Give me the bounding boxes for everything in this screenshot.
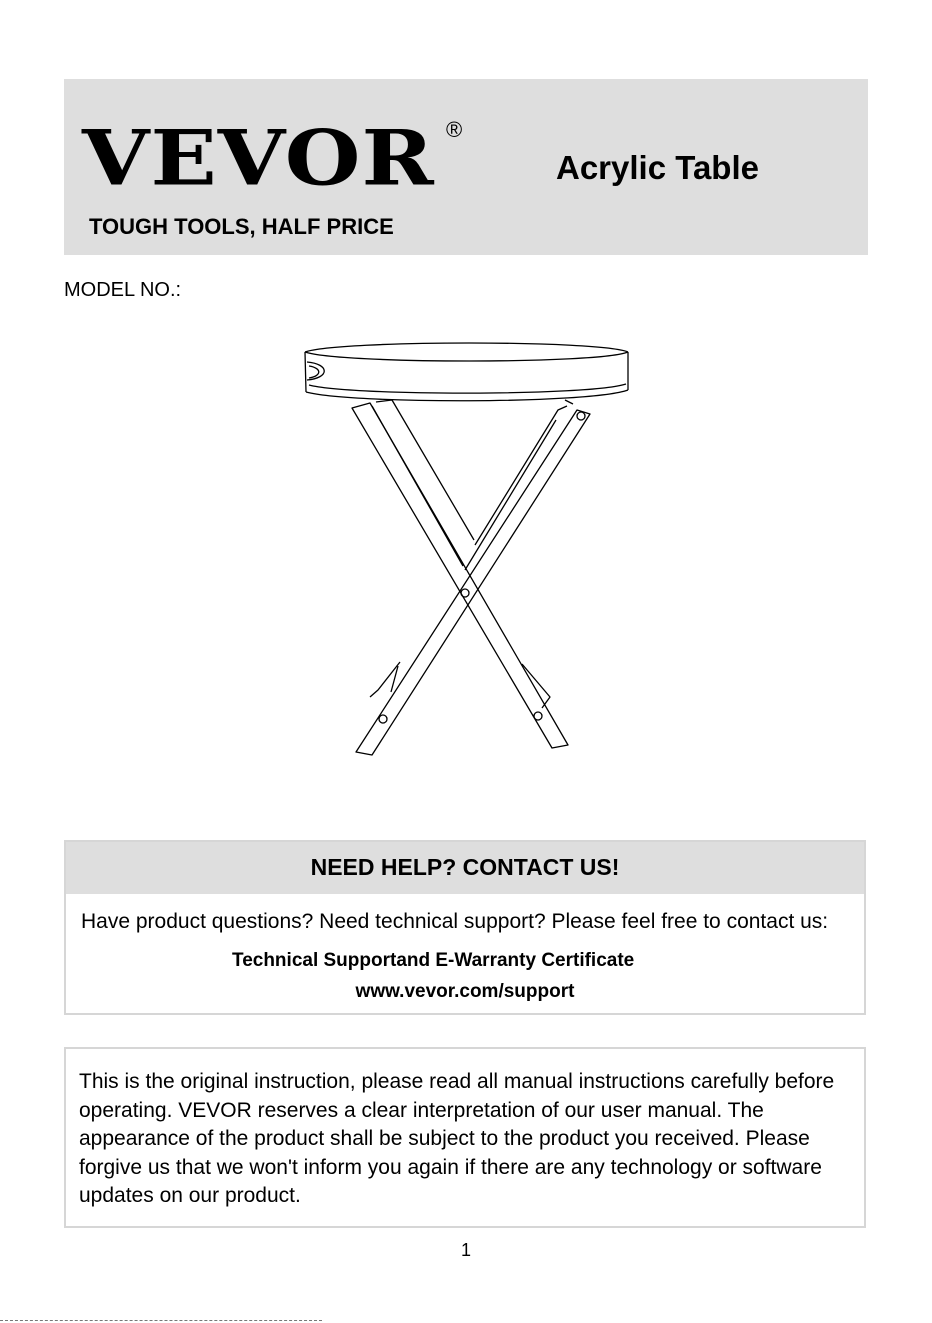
table-illustration — [290, 335, 640, 765]
footer-rule — [0, 1320, 322, 1321]
product-title: Acrylic Table — [556, 149, 759, 186]
brand-tagline: TOUGH TOOLS, HALF PRICE — [89, 214, 394, 239]
support-url[interactable]: www.vevor.com/support — [355, 981, 575, 1002]
notice-box — [64, 1047, 866, 1228]
brand-wordmark: VEVOR — [82, 114, 435, 203]
contact-heading: NEED HELP? CONTACT US! — [310, 854, 620, 880]
tray-top — [305, 343, 628, 401]
model-number-label: MODEL NO.: — [64, 279, 182, 301]
pivot-bolt — [461, 589, 469, 597]
leg-a — [352, 400, 568, 748]
header-band — [64, 79, 868, 255]
registered-mark: ® — [446, 117, 463, 142]
contact-box — [64, 840, 866, 1015]
support-certificate-text: Technical Supportand E-Warranty Certificate — [232, 950, 635, 971]
contact-text: Have product questions? Need technical support? Please feel free to contact us: — [81, 910, 829, 933]
page-number: 1 — [460, 1240, 471, 1260]
leg-b — [356, 400, 590, 755]
contact-heading-bar — [66, 842, 864, 894]
notice-text: This is the original instruction, please read all manual instructions carefully before operating. VEVOR reserves a clear interpretation of our user manual. The appearance of the product shall be subject to the product you received. Please forgive us that we won't inform you again if there are any technology or software updates on our product. — [79, 1070, 835, 1207]
vevor-logo — [82, 114, 463, 211]
